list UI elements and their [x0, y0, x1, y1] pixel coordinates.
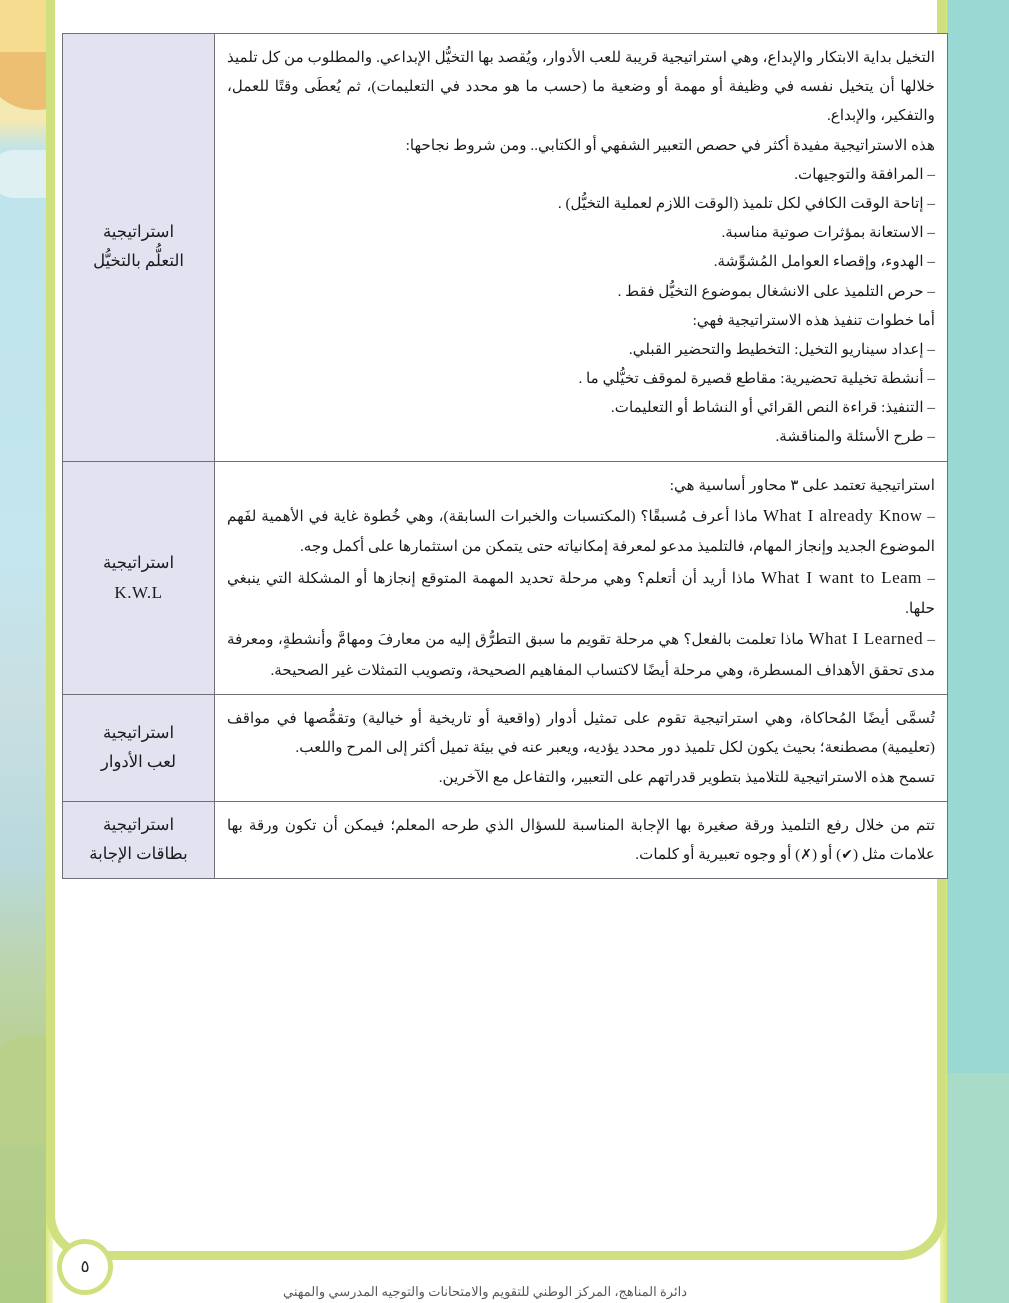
paragraph: استراتيجية تعتمد على ٣ محاور أساسية هي: — [669, 476, 935, 494]
paragraph: التخيل بداية الابتكار والإبداع، وهي استراتيجية قريبة للعب الأدوار، ويُقصد بها التخيُّل الإبداعي. والمطلوب من كل تلميذ خلالها أن يتخيل نفسه في وظيفة أو مهمة أو وضعية ما (حسب ما هو محدد في التعليمات)، ثم يُعطَى وقتًا للعمل، والتفكير، والإبداع. — [227, 49, 935, 125]
kwl-term: What I Learned — [808, 629, 924, 649]
strategy-name-line: لعب الأدوار — [100, 752, 177, 772]
paragraph — [227, 811, 935, 869]
kwl-text: ماذا أريد أن أتعلم؟ وهي مرحلة تحديد المهمة المتوقع إنجازها أو المشكلة التي ينبغي حلها. — [227, 569, 935, 618]
footer-note: دائرة المناهج، المركز الوطني للتقويم والامتحانات والتوجيه المدرسي والمهني — [283, 1285, 687, 1299]
paragraph-part: ) أو وجوه تعبيرية أو كلمات. — [635, 846, 801, 863]
list-item — [227, 623, 935, 685]
strategy-name-line: استراتيجية — [102, 552, 175, 572]
left-lime-edge — [46, 0, 53, 1303]
cross-icon: ✗ — [800, 847, 812, 863]
paragraph-part: ) أو ( — [811, 846, 842, 863]
footer-band — [53, 1253, 953, 1281]
page-number: ٥ — [57, 1239, 113, 1295]
list-item: – إتاحة الوقت الكافي لكل تلميذ (الوقت اللازم لعملية التخيُّل) . — [557, 194, 935, 212]
table-row — [63, 801, 948, 878]
kwl-term: What I already Know — [762, 505, 923, 525]
strategy-name-cell — [63, 801, 215, 878]
strategy-name-cell — [63, 695, 215, 802]
strategy-name-cell — [63, 461, 215, 695]
strategy-description-cell — [215, 801, 948, 878]
right-teal-band-lower — [947, 1073, 1009, 1303]
paragraph-part: تتم من خلال رفع التلميذ ورقة صغيرة بها الإجابة المناسبة للسؤال الذي طرحه المعلم؛ فيمكن أن تكون ورقة بها علامات مثل ( — [227, 816, 935, 863]
paragraph: هذه الاستراتيجية مفيدة أكثر في حصص التعبير الشفهي أو الكتابي.. ومن شروط نجاحها: — [405, 136, 935, 154]
paragraph: تسمح هذه الاستراتيجية للتلاميذ بتطوير قدراتهم على التعبير، والتفاعل مع الآخرين. — [438, 768, 935, 786]
list-item: – أنشطة تخيلية تحضيرية: مقاطع قصيرة لموقف تخيُّلي ما . — [578, 370, 935, 388]
check-icon: ✔ — [841, 847, 853, 863]
list-item: – المرافقة والتوجيهات. — [794, 165, 935, 183]
list-dash: – — [927, 569, 936, 587]
list-item — [227, 500, 935, 562]
table-row — [63, 695, 948, 802]
list-item: – حرص التلميذ على الانشغال بموضوع التخيُّل فقط . — [617, 282, 935, 300]
list-item: – إعداد سيناريو التخيل: التخطيط والتحضير القبلي. — [628, 340, 935, 358]
list-item: – الهدوء، وإقصاء العوامل المُشوِّشة. — [713, 253, 935, 271]
list-dash: – — [927, 507, 936, 525]
strategy-description-cell — [215, 695, 948, 802]
strategy-name-line: استراتيجية — [102, 222, 175, 242]
kwl-text: ماذا تعلمت بالفعل؟ هي مرحلة تقويم ما سبق التطرُّق إليه من معارفَ ومهامَّ وأنشطةٍ، ومعرفة مدى تحقق الأهداف المسطرة، وهي مرحلة أيضًا لاكتساب المفاهيم الصحيحة، وتصويب التمثلات غير الصحيحة. — [227, 631, 935, 680]
list-item: – الاستعانة بمؤثرات صوتية مناسبة. — [721, 224, 935, 242]
strategy-name-line: K.W.L — [114, 582, 163, 602]
table-row — [63, 34, 948, 462]
paragraph: أما خطوات تنفيذ هذه الاستراتيجية فهي: — [692, 311, 935, 329]
kwl-term: What I want to Leam — [761, 567, 922, 587]
strategy-name-line: استراتيجية — [102, 723, 175, 743]
strategy-name-line: بطاقات الإجابة — [89, 844, 188, 863]
teaching-strategies-table — [62, 33, 948, 879]
list-dash: – — [927, 631, 935, 649]
list-item — [227, 562, 935, 624]
strategy-description-cell — [215, 34, 948, 462]
list-item: – طرح الأسئلة والمناقشة. — [775, 428, 935, 446]
list-item: – التنفيذ: قراءة النص القرائي أو النشاط أو التعليمات. — [610, 399, 935, 417]
paragraph: تُسمَّى أيضًا المُحاكاة، وهي استراتيجية تقوم على تمثيل أدوار (واقعية أو تاريخية أو خيالية) وتقمُّصها في مواقف (تعليمية) مصطنعة؛ بحيث يكون لكل تلميذ دور محدد يؤديه، ويعبر عنه في بيئة تميل أكثر إلى المرح واللعب. — [227, 710, 935, 757]
strategy-name-cell — [63, 34, 215, 462]
strategy-name-line: استراتيجية — [102, 815, 175, 835]
strategy-description-cell — [215, 461, 948, 695]
strategy-name-line: التعلُّم بالتخيُّل — [93, 251, 184, 271]
kwl-text: ماذا أعرف مُسبقًا؟ (المكتسبات والخبرات السابقة)، وهي خُطوة غاية في الأهمية لفَهم الموضوع الجديد وإنجاز المهام، فالتلميذ مدعو لمعرفة إمكانياته حتى يتمكن من استثمارها على أكمل وجه. — [227, 507, 935, 556]
table-row — [63, 461, 948, 695]
